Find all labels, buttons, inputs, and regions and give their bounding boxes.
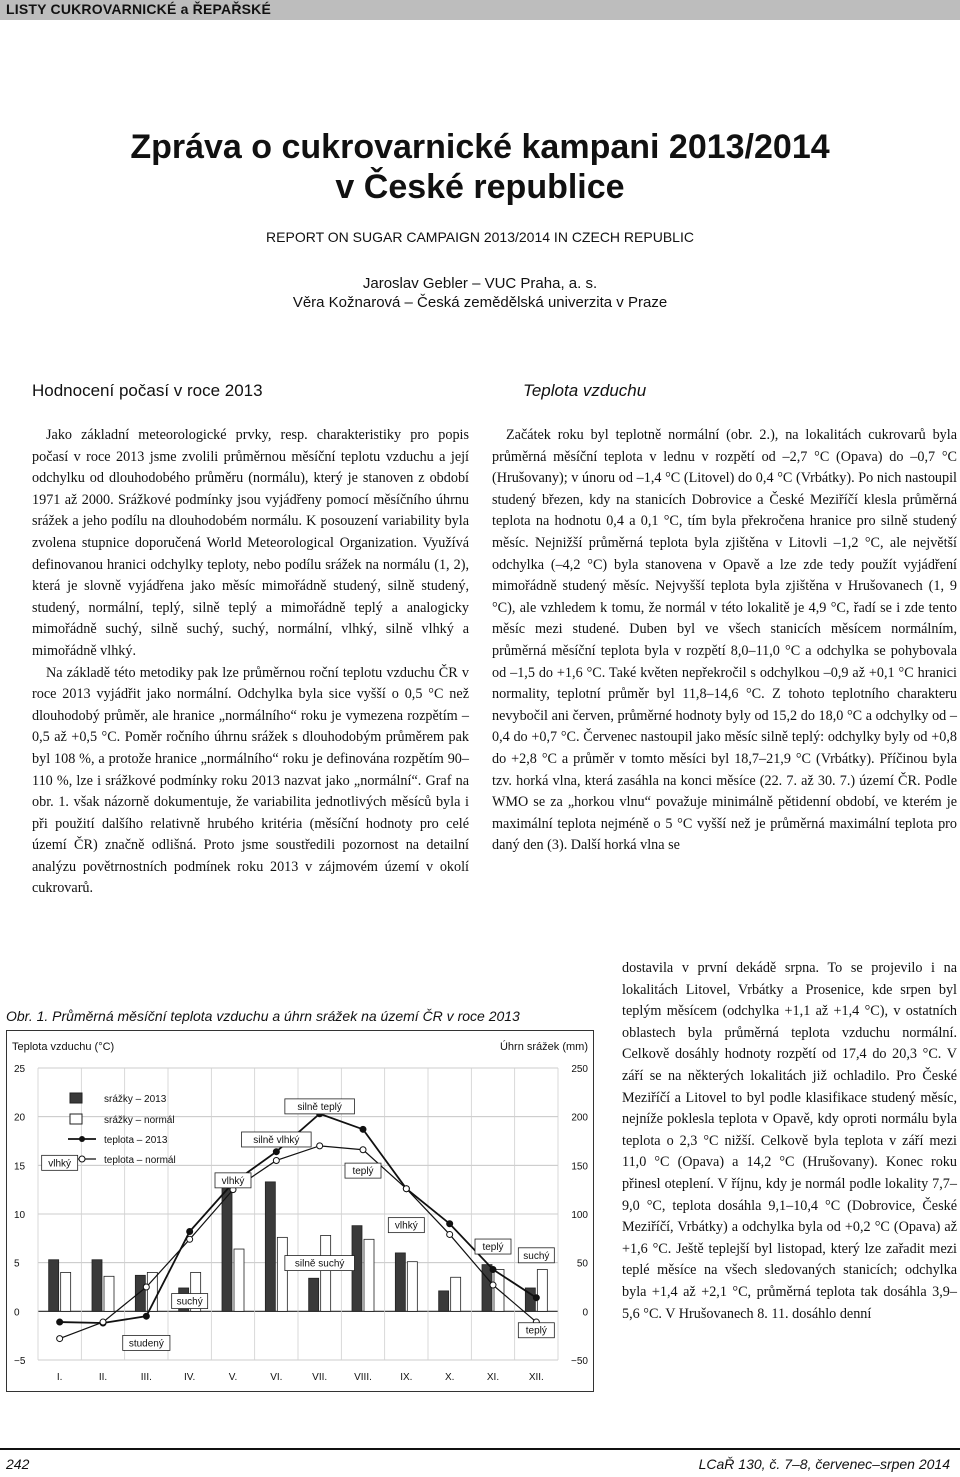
point-temp-normal	[447, 1231, 453, 1237]
y-tick-left: 20	[14, 1112, 26, 1124]
bar-precip-normal	[407, 1262, 417, 1312]
left-column-text	[32, 425, 469, 900]
point-temp-normal	[273, 1157, 279, 1163]
point-temp-2013	[533, 1295, 539, 1301]
x-tick-label: II.	[98, 1372, 108, 1383]
y-tick-left: 5	[14, 1258, 20, 1270]
x-tick-label: VI.	[270, 1372, 283, 1383]
bar-precip-2013	[395, 1253, 405, 1311]
left-paragraph-1: Jako základní meteorologické prvky, resp. charakteristiky pro popis počasí v roce 2013 jsme zvolili průměrnou měsíční teplotu vzduchu a její odchylku od dlouhodobého průměru (normálu), který je stanoven z období 1971 až 2000. Srážkové podmínky jsou vyjádřeny pomocí měsíčního úhrnu srážek a jeho podílu na dlouhodobém normálu. K posouzení variability byla zvolena stupnice doporučená World Meteorological Organization. Využívá definovanou hranici odchylky teploty, nebo podílu srážek na normálu (1, 2), která je slovně vyjádřena jako měsíc mimořádně studený, silně studený, studený, normální, teplý, silně teplý a mimořádně teplý a analogicky mimořádně suchý, silně suchý, suchý, normální, vlhký, silně vlhký a mimořádně vlhký.	[32, 427, 469, 659]
y-tick-right: 200	[571, 1112, 588, 1124]
point-temp-normal	[403, 1186, 409, 1192]
right-paragraph-1: Začátek roku byl teplotně normální (obr. 2.), na lokalitách cukrovarů byla průměrná měsíční teplota v lednu v rozpětí od –2,7 °C (Opava) do –0,7 °C (Hrušovany); v únoru od –1,4 °C (Litovel) do 0,4 °C (Vrbátky). Po nich nastoupil studený březen, kdy na stanicích Dobrovice a České Meziříčí klesla průměrná teplota na hodnotu 0,4 a 0,1 °C, tím byla překročena hranice pro silně studený měsíc. Nejnižší průměrná teplota byla zjištěna v Litovli –1,2 °C, ale největší odchylka (–4,2 °C) byla stanovena v Opavě a lze zde tedy použít vyjádření mimořádně studený měsíc. Nejvyšší teplota byla zjištěna v Hrušovanech (1, 9 °C), ale vzhledem k tomu, že normál v této lokalitě je 4,9 °C, řadí se i zde tento měsíc mezi studené. Duben byl ve všech stanicích měsícem normálním, průměrná měsíční teplota byla v rozpětí 8,0–11,0 °C a odchylka se pohybovala od –1,5 do +1,6 °C. Také květen nepřekročil s odchylkou –0,9 až +0,1 °C hranici normality, teplotní průměr byl 11,8–14,6 °C. Z tohoto teplotního charakteru nevybočil ani červen, průměrné hodnoty byly od 15,2 do 18,0 °C a odchylky od –0,4 do +0,7 °C. Červenec nastoupil jako měsíc silně teplý: odchylky byly od +0,8 do +2,8 °C a průměr v tomto měsíci byl 18,7–21,9 °C (Vrbátky). Příčinou byla tzv. horká vlna, která zasáhla na konci měsíce (22. 7. až 30. 7.) území ČR. Podle WMO se za „horkou vlnu“ považuje minimálně pětidenní období, ve kterém je maximální teplota nejméně o 5 °C vyšší než je průměrná maximální teplota pro daný den (3). Další horká vlna se	[492, 427, 957, 854]
point-temp-2013	[490, 1266, 496, 1272]
bar-precip-2013	[92, 1260, 102, 1312]
point-temp-normal	[57, 1336, 63, 1342]
point-temp-2013	[57, 1319, 63, 1325]
annotation-label: studený	[128, 1338, 164, 1350]
point-temp-normal	[143, 1284, 149, 1290]
page-number: 242	[6, 1456, 30, 1472]
bar-precip-2013	[135, 1275, 145, 1311]
x-tick-label: X.	[444, 1372, 455, 1383]
article-subtitle: REPORT ON SUGAR CAMPAIGN 2013/2014 IN CZECH REPUBLIC	[266, 229, 694, 245]
x-tick-label: IV.	[184, 1372, 196, 1383]
article-title-line1: Zpráva o cukrovarnické kampani 2013/2014	[130, 128, 830, 166]
footer-rule	[0, 1448, 960, 1450]
x-tick-label: VII.	[312, 1372, 328, 1383]
point-temp-2013	[143, 1313, 149, 1319]
point-temp-2013	[360, 1126, 366, 1132]
legend-marker-temp-normal	[79, 1156, 85, 1162]
y-axis-right-title: Úhrn srážek (mm)	[499, 1041, 588, 1053]
legend-label-precip-2013: srážky – 2013	[104, 1094, 167, 1105]
annotation-label: silně vlhký	[253, 1134, 300, 1146]
y-tick-right: 50	[576, 1258, 588, 1270]
y-tick-left: 10	[14, 1210, 26, 1221]
section-label: LISTY CUKROVARNICKÉ a ŘEPAŘSKÉ	[6, 1, 272, 17]
point-temp-normal	[187, 1236, 193, 1242]
legend-label-temp-normal: teplota – normál	[104, 1155, 176, 1166]
article-title-line2: v České republice	[335, 168, 625, 206]
bar-precip-normal	[451, 1277, 461, 1311]
x-tick-label: V.	[228, 1372, 238, 1383]
annotation-label: silně suchý	[294, 1258, 345, 1270]
annotation-label: vlhký	[394, 1220, 418, 1232]
bar-precip-2013	[265, 1182, 275, 1311]
point-temp-normal	[317, 1143, 323, 1149]
section-header-bar	[0, 0, 960, 20]
bar-precip-normal	[277, 1237, 287, 1311]
right-section-heading: Teplota vzduchu	[523, 381, 647, 400]
y-tick-left: 15	[14, 1161, 26, 1173]
point-temp-2013	[273, 1149, 279, 1155]
annotation-label: teplý	[525, 1325, 547, 1337]
y-axis-left-title: Teplota vzduchu (°C)	[12, 1041, 115, 1053]
annotation-label: teplý	[482, 1242, 504, 1254]
y-tick-right: 0	[582, 1307, 588, 1319]
annotation-label: silně teplý	[297, 1101, 342, 1113]
bar-precip-normal	[364, 1239, 374, 1311]
y-tick-left: 25	[14, 1064, 26, 1075]
figure-1-chart	[6, 1030, 594, 1392]
author-1: Jaroslav Gebler – VUC Praha, a. s.	[362, 275, 598, 292]
annotation-label: suchý	[523, 1250, 550, 1262]
legend-label-temp-2013: teplota – 2013	[104, 1135, 168, 1146]
author-2: Věra Kožnarová – Česká zemědělská univerzita v Praze	[292, 294, 668, 311]
left-section-heading: Hodnocení počasí v roce 2013	[32, 381, 263, 400]
x-tick-label: I.	[56, 1372, 63, 1383]
legend-marker-temp-2013	[79, 1136, 85, 1142]
y-tick-right: 100	[571, 1210, 588, 1221]
point-temp-normal	[100, 1319, 106, 1325]
legend-label-precip-normal: srážky – normál	[104, 1115, 175, 1126]
y-tick-right: 150	[571, 1161, 588, 1173]
legend-swatch-precip-normal	[70, 1114, 82, 1124]
point-temp-normal	[490, 1282, 496, 1288]
annotation-label: vlhký	[221, 1175, 245, 1187]
point-temp-2013	[187, 1229, 193, 1235]
journal-citation: LCaŘ 130, č. 7–8, červenec–srpen 2014	[698, 1456, 950, 1472]
right-column-text-bottom	[622, 958, 957, 1325]
bar-precip-2013	[439, 1291, 449, 1311]
bar-precip-normal	[104, 1276, 114, 1311]
left-paragraph-2: Na základě této metodiky pak lze průměrnou roční teplotu vzduchu ČR v roce 2013 vyjádřit jako normální. Odchylka byla sice vyšší o 0,5 °C než dlouhodobý průměr, ale hranice „normálního“ roku je vymezena rozpětím –0,5 až +0,5 °C. Poměr ročního úhrnu srážek s dlouhodobým průměrem pak byl 108 %, a protože hranice „normálního“ roku je definována rozpětím 90–110 %, lze i srážkové podmínky roku 2013 nazvat jako „normální“. Graf na obr. 1. však názorně dokumentuje, že variabilita jednotlivých měsíců byla i při použití dalšího relativně hrubého kritéria (měsíční hodnoty pro celé území ČR) značně odlišná. Proto jsme soustředili pozornost na detailní analýzu povětrnostních podmínek roku 2013 v zájmovém území v okolí cukrovarů.	[32, 664, 469, 897]
y-tick-right: −50	[571, 1356, 588, 1367]
y-tick-left: −5	[14, 1356, 26, 1367]
x-tick-label: XII.	[528, 1372, 544, 1383]
annotation-label: teplý	[352, 1166, 374, 1178]
point-temp-2013	[447, 1221, 453, 1227]
right-paragraph-1-continued: dostavila v první dekádě srpna. To se projevilo i na lokalitách Litovel, Vrbátky a Prosenice, kde srpen byl teplým měsícem (odchylka +1,1 až +1,4 °C), v ostatních oblastech byla průměrná teplota vzduchu normální. Celkově dosáhly hodnoty rozpětí od 17,4 do 20,3 °C. V září se na některých lokalitách již ochladilo. Pro České Meziříčí a Litovel to byl podle klasifikace studený měsíc, nejníže poklesla teplota v Opavě, kdy oproti normálu byla teplota o 2,3 °C nižší. Celkově byla teplota v září mezi 11,0 °C (Opava) a 14,2 °C (Hrušovany). Konec roku přinesl oteplení. V říjnu, kdy je normál podle lokality 7,7–9,0 °C, teplota dosáhla 9,1–10,4 °C (Dobrovice, České Meziříčí, Vrbátky) a odchylka byla od +0,2 °C (Opava) až +1,6 °C. Ještě teplejší byl listopad, který lze zařadit mezi teplé měsíce na všech sledovaných stanicích; odchylka byla +1,4 až +2,1 °C, průměrná teplota tak dosáhla 3,9–5,6 °C. V Hrušovanech 8. 11. dosáhlo denní	[622, 960, 957, 1322]
annotation-label: vlhký	[48, 1158, 72, 1170]
chart-svg	[6, 1030, 594, 1392]
bar-precip-normal	[61, 1272, 71, 1311]
legend-swatch-precip-2013	[70, 1093, 82, 1103]
point-temp-normal	[360, 1147, 366, 1153]
y-tick-right: 250	[571, 1064, 588, 1075]
bar-precip-normal	[537, 1269, 547, 1311]
bar-precip-normal	[321, 1235, 331, 1311]
right-column-text-top	[492, 425, 957, 857]
x-tick-label: IX.	[400, 1372, 413, 1383]
bar-precip-2013	[49, 1260, 59, 1312]
bar-precip-2013	[309, 1278, 319, 1311]
bar-precip-normal	[234, 1249, 244, 1311]
annotation-label: suchý	[176, 1296, 203, 1308]
y-tick-left: 0	[14, 1307, 20, 1319]
x-tick-label: VIII.	[354, 1372, 372, 1383]
x-tick-label: III.	[140, 1372, 152, 1383]
x-tick-label: XI.	[486, 1372, 500, 1383]
figure-caption: Obr. 1. Průměrná měsíční teplota vzduchu a úhrn srážek na území ČR v roce 2013	[6, 1008, 520, 1024]
